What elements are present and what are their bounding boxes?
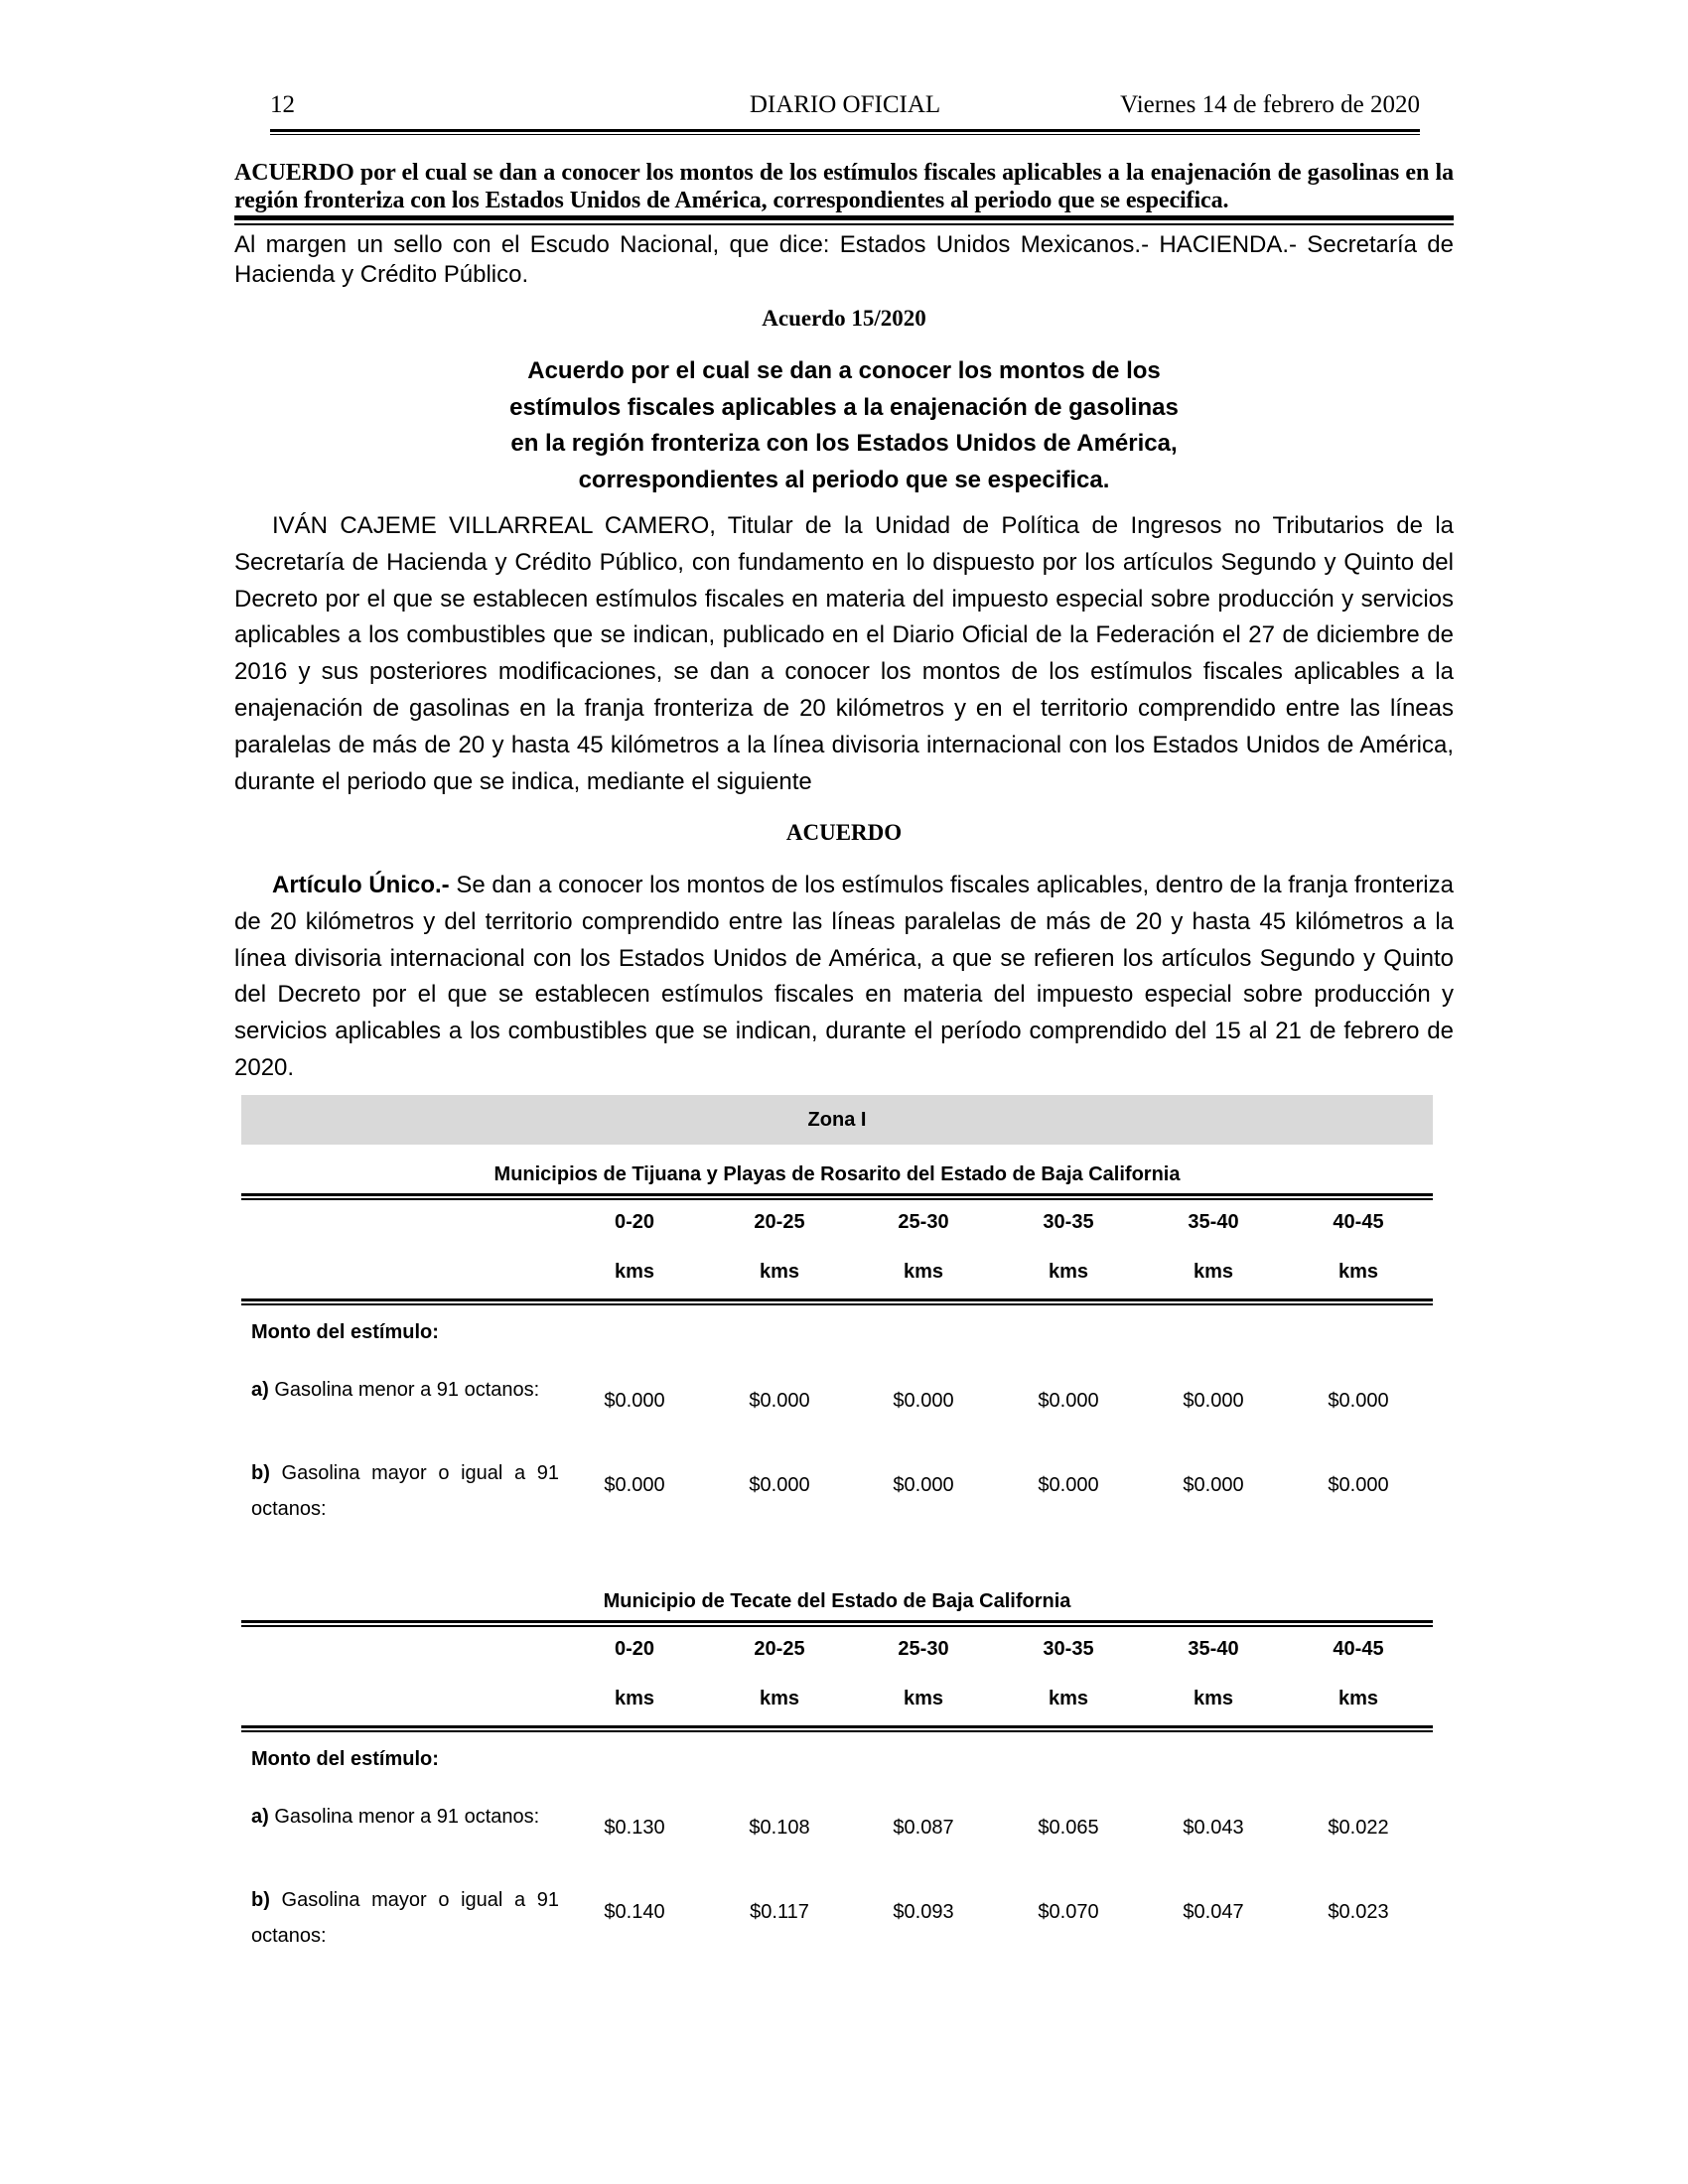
- header-rule: [270, 129, 1420, 135]
- intro-paragraph: IVÁN CAJEME VILLARREAL CAMERO, Titular de la Unidad de Política de Ingresos no Tributarios de la Secretaría de Hacienda y Crédito Público, con fundamento en lo dispuesto por los artículos Segundo y Quinto del Decreto por el que se establecen estímulos fiscales en materia del impuesto especial sobre producción y servicios aplicables a los combustibles que se indican, publicado en el Diario Oficial de la Federación el 27 de diciembre de 2016 y sus posteriores modificaciones, se dan a conocer los montos de los estímulos fiscales aplicables a la enajenación de gasolinas en la franja fronteriza de 20 kilómetros y en el territorio comprendido entre las líneas paralelas de más de 20 y hasta 45 kilómetros a la línea divisoria internacional con los Estados Unidos de América, durante el periodo que se indica, mediante el siguiente: [234, 512, 1454, 795]
- value-cell: $0.000: [749, 1474, 810, 1496]
- agreement-heading-line: en la región fronteriza con los Estados Unidos de América,: [510, 430, 1178, 457]
- row-prefix: a): [251, 1806, 269, 1828]
- value-cell: $0.000: [1183, 1474, 1244, 1496]
- agreement-heading-line: correspondientes al periodo que se especifica.: [578, 466, 1110, 493]
- value-cell: $0.140: [604, 1901, 665, 1923]
- range-header: 25-30: [898, 1638, 949, 1660]
- range-header: 35-40: [1188, 1638, 1239, 1660]
- value-cell: $0.000: [1038, 1390, 1099, 1412]
- value-cell: $0.108: [749, 1817, 810, 1839]
- unit-header: kms: [759, 1261, 800, 1283]
- value-cell: $0.000: [1328, 1474, 1389, 1496]
- range-header: 0-20: [614, 1211, 655, 1233]
- value-cell: $0.070: [1038, 1901, 1099, 1923]
- value-cell: $0.000: [893, 1474, 954, 1496]
- article-paragraph: [234, 868, 1454, 1087]
- agreement-heading: [433, 353, 1255, 498]
- unit-header: kms: [1048, 1261, 1089, 1283]
- value-cell: $0.117: [750, 1901, 809, 1923]
- section-label: Monto del estímulo:: [251, 1748, 439, 1770]
- range-header: 30-35: [1043, 1638, 1094, 1660]
- range-header: 40-45: [1333, 1638, 1384, 1660]
- publication-date: Viernes 14 de febrero de 2020: [1120, 91, 1420, 118]
- zone-header: [241, 1095, 1433, 1145]
- unit-header: kms: [1048, 1688, 1089, 1709]
- value-cell: $0.000: [604, 1390, 665, 1412]
- document-title: ACUERDO por el cual se dan a conocer los montos de los estímulos fiscales aplicables a la enajenación de gasolinas en la región fronteriza con los Estados Unidos de América, correspondientes al periodo que se especifica.: [234, 160, 1454, 213]
- title-rule: [234, 215, 1454, 225]
- table-top-rule: [241, 1193, 1433, 1200]
- acuerdo-label: ACUERDO: [785, 820, 903, 845]
- row-prefix: b): [251, 1889, 270, 1911]
- table-header-rule: [241, 1298, 1433, 1305]
- value-cell: $0.130: [604, 1817, 665, 1839]
- article-text: Se dan a conocer los montos de los estímulos fiscales aplicables, dentro de la franja fronteriza de 20 kilómetros y del territorio comprendido entre las líneas paralelas de más de 20 y hasta 45 kilómetros a la línea divisoria internacional con los Estados Unidos de América, a que se refieren los artículos Segundo y Quinto del Decreto por el que se establecen estímulos fiscales en materia del impuesto especial sobre producción y servicios aplicables a los combustibles que se indican, durante el período comprendido del 15 al 21 de febrero de 2020.: [234, 872, 1454, 1081]
- range-header: 20-25: [754, 1211, 805, 1233]
- unit-header: kms: [759, 1688, 800, 1709]
- agreement-heading-line: estímulos fiscales aplicables a la enajenación de gasolinas: [509, 393, 1179, 421]
- value-cell: $0.065: [1038, 1817, 1099, 1839]
- running-header: [270, 91, 1420, 127]
- value-cell: $0.000: [749, 1390, 810, 1412]
- table-title: Municipios de Tijuana y Playas de Rosarito del Estado de Baja California: [493, 1163, 1181, 1185]
- unit-header: kms: [1193, 1688, 1234, 1709]
- value-cell: $0.043: [1183, 1817, 1244, 1839]
- article-label: Artículo Único.-: [272, 872, 450, 898]
- value-cell: $0.000: [893, 1390, 954, 1412]
- range-header: 30-35: [1043, 1211, 1094, 1233]
- range-header: 35-40: [1188, 1211, 1239, 1233]
- page-number: 12: [270, 91, 295, 118]
- range-header: 0-20: [614, 1638, 655, 1660]
- row-prefix: b): [251, 1462, 270, 1484]
- range-header: 40-45: [1333, 1211, 1384, 1233]
- row-prefix: a): [251, 1379, 269, 1401]
- value-cell: $0.093: [893, 1901, 954, 1923]
- range-header: 25-30: [898, 1211, 949, 1233]
- unit-header: kms: [1193, 1261, 1234, 1283]
- unit-header: kms: [614, 1688, 655, 1709]
- value-cell: $0.023: [1328, 1901, 1389, 1923]
- range-header: 20-25: [754, 1638, 805, 1660]
- value-cell: $0.000: [604, 1474, 665, 1496]
- margin-note: Al margen un sello con el Escudo Nacional, que dice: Estados Unidos Mexicanos.- HACIENDA.- Secretaría de Hacienda y Crédito Público.: [234, 231, 1454, 288]
- table-top-rule: [241, 1620, 1433, 1627]
- unit-header: kms: [614, 1261, 655, 1283]
- agreement-number: Acuerdo 15/2020: [762, 306, 926, 331]
- row-label-b: b) Gasolina mayor o igual a 91 octanos:: [251, 1462, 559, 1520]
- unit-header: kms: [903, 1261, 944, 1283]
- value-cell: $0.022: [1328, 1817, 1389, 1839]
- unit-header: kms: [1337, 1261, 1379, 1283]
- row-label-b: b) Gasolina mayor o igual a 91 octanos:: [251, 1889, 559, 1947]
- row-label-a: a) Gasolina menor a 91 octanos:: [251, 1379, 540, 1401]
- unit-header: kms: [1337, 1688, 1379, 1709]
- row-label-a: a) Gasolina menor a 91 octanos:: [251, 1806, 540, 1828]
- value-cell: $0.047: [1183, 1901, 1244, 1923]
- value-cell: $0.000: [1328, 1390, 1389, 1412]
- table-header-rule: [241, 1725, 1433, 1732]
- value-cell: $0.087: [893, 1817, 954, 1839]
- table-title: Municipio de Tecate del Estado de Baja California: [603, 1590, 1071, 1612]
- agreement-heading-line: Acuerdo por el cual se dan a conocer los montos de los: [527, 357, 1161, 384]
- section-label: Monto del estímulo:: [251, 1321, 439, 1343]
- zone-label: Zona I: [807, 1108, 867, 1131]
- value-cell: $0.000: [1038, 1474, 1099, 1496]
- unit-header: kms: [903, 1688, 944, 1709]
- value-cell: $0.000: [1183, 1390, 1244, 1412]
- publication-name: DIARIO OFICIAL: [749, 91, 941, 118]
